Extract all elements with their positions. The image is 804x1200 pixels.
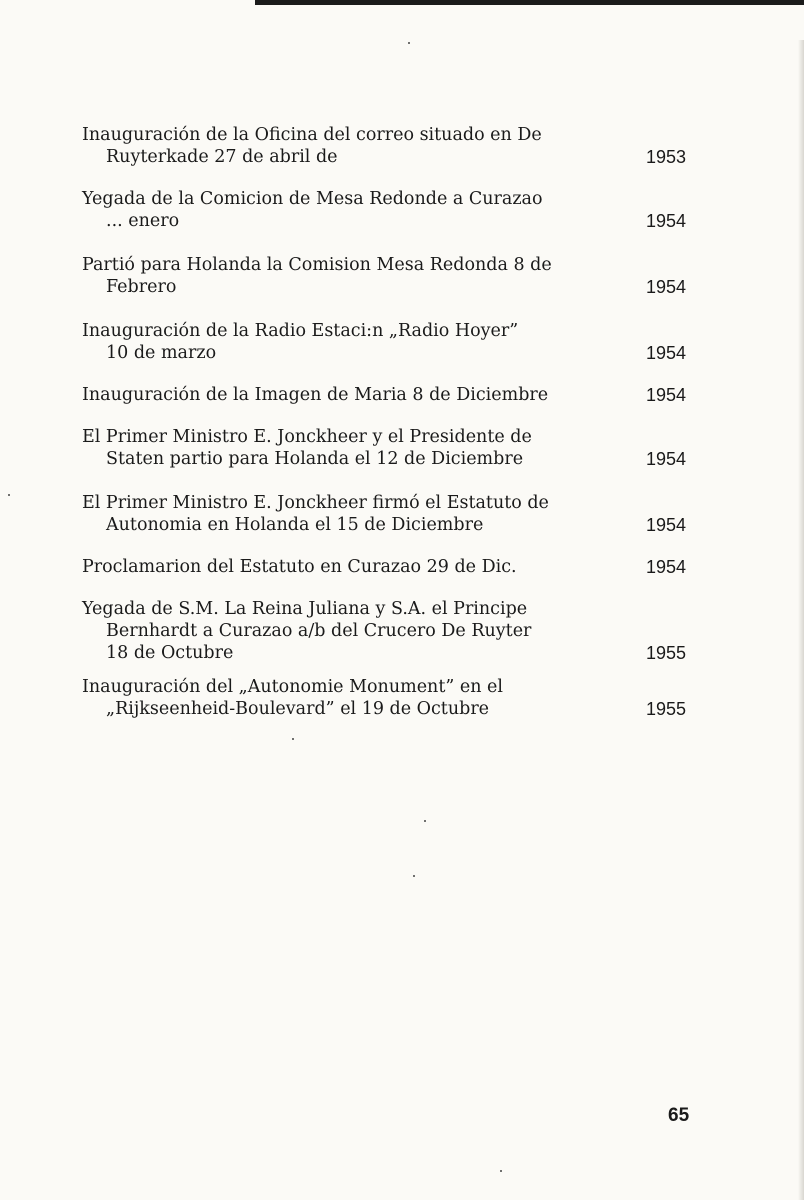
scan-speck — [500, 1170, 502, 1172]
scan-speck — [408, 42, 410, 44]
chronology-entry — [82, 598, 686, 664]
chronology-entry — [82, 124, 686, 168]
entry-line: Inauguración de la Oficina del correo situado en De — [82, 125, 542, 145]
chronology-entry — [82, 188, 686, 232]
chronology-entry — [82, 426, 686, 470]
chronology-list — [82, 124, 686, 720]
chronology-entry — [82, 556, 686, 578]
entry-line: Autonomia en Holanda el 15 de Diciembre — [106, 515, 484, 535]
entry-year: 1954 — [645, 385, 686, 405]
entry-line: Yegada de S.M. La Reina Juliana y S.A. el Principe — [82, 599, 528, 619]
scan-speck — [424, 820, 426, 822]
entry-line: Inauguración de la Radio Estaci:n „Radio Hoyer” — [82, 321, 519, 341]
entry-year: 1955 — [645, 699, 686, 719]
scan-right-edge — [798, 40, 804, 1200]
entry-year: 1954 — [645, 343, 686, 363]
chronology-entry — [82, 492, 686, 536]
entry-line: 18 de Octubre — [106, 643, 234, 663]
scan-speck — [8, 494, 10, 496]
page-number: 65 — [668, 1105, 690, 1126]
scan-top-edge — [255, 0, 804, 5]
entry-line: Inauguración de la Imagen de Maria 8 de Diciembre — [82, 385, 549, 405]
scan-speck — [292, 738, 294, 740]
entry-line: Proclamarion del Estatuto en Curazao 29 de Dic. — [82, 557, 517, 577]
chronology-entry — [82, 254, 686, 298]
entry-year: 1954 — [645, 449, 686, 469]
entry-year: 1954 — [645, 557, 686, 577]
entry-year: 1954 — [645, 211, 686, 231]
entry-line: 10 de marzo — [106, 343, 217, 363]
chronology-entry — [82, 676, 686, 720]
entry-line: Inauguración del „Autonomie Monument” en el — [82, 677, 504, 697]
entry-year: 1954 — [645, 277, 686, 297]
entry-year: 1953 — [645, 147, 686, 167]
entry-year: 1954 — [645, 515, 686, 535]
entry-year: 1955 — [645, 643, 686, 663]
scan-speck — [413, 875, 415, 877]
entry-line: ... enero — [106, 211, 180, 231]
chronology-entry — [82, 384, 686, 406]
entry-line: Febrero — [106, 277, 177, 297]
entry-line: Ruyterkade 27 de abril de — [106, 147, 338, 167]
entry-line: „Rijkseenheid-Boulevard” el 19 de Octubre — [106, 699, 490, 719]
entry-line: Partió para Holanda la Comision Mesa Redonda 8 de — [82, 255, 552, 275]
entry-line: El Primer Ministro E. Jonckheer firmó el Estatuto de — [82, 493, 549, 513]
entry-line: El Primer Ministro E. Jonckheer y el Presidente de — [82, 427, 532, 447]
entry-line: Yegada de la Comicion de Mesa Redonde a Curazao — [82, 189, 543, 209]
entry-line: Bernhardt a Curazao a/b del Crucero De Ruyter — [106, 621, 532, 641]
chronology-entry — [82, 320, 686, 364]
entry-line: Staten partio para Holanda el 12 de Diciembre — [106, 449, 524, 469]
